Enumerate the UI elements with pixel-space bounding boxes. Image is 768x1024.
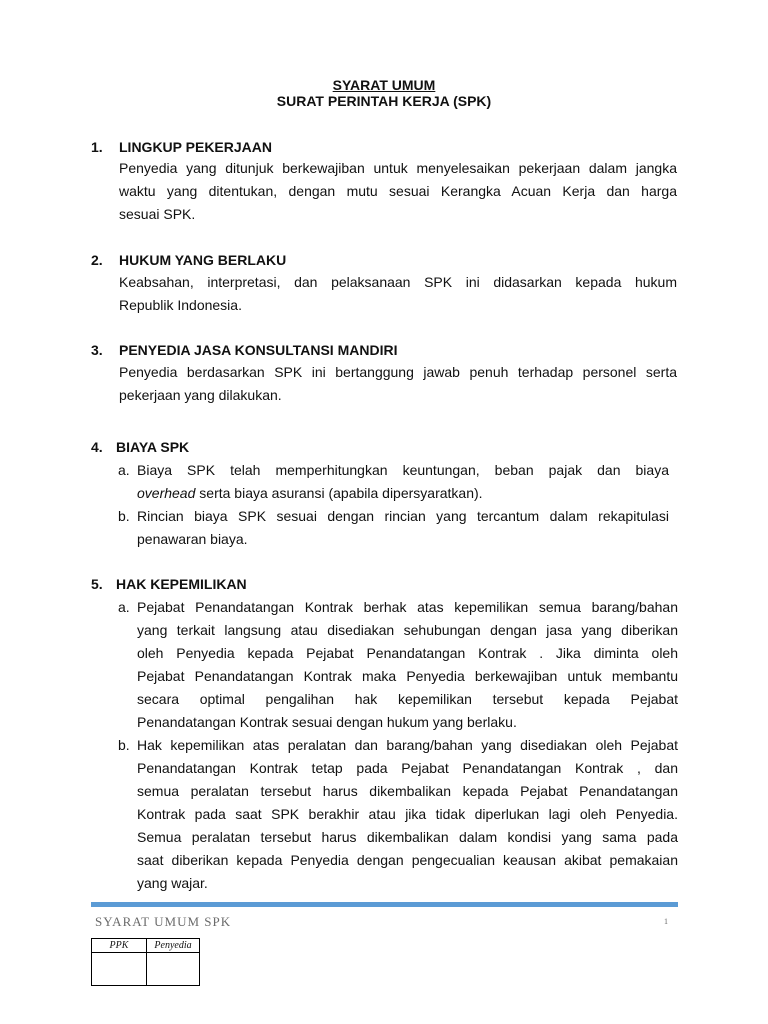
doc-subtitle: SURAT PERINTAH KERJA (SPK) — [276, 93, 492, 109]
item-line: Penandatangan Kontrak sesuai dengan hukum yang berlaku. — [137, 714, 517, 730]
section-number: 5. — [91, 576, 103, 592]
item-line: oleh Penyedia kepada Pejabat Penandatangan Kontrak . Jika diminta oleh — [137, 645, 678, 661]
item-line: Semua peralatan tersebut harus dikembalikan dalam kondisi yang sama pada — [137, 829, 678, 845]
section-title: HAK KEPEMILIKAN — [116, 576, 247, 592]
section-4-item-b — [118, 505, 678, 551]
page-number: 1 — [664, 917, 668, 926]
section-title: LINGKUP PEKERJAAN — [119, 139, 272, 155]
item-line: yang wajar. — [137, 875, 208, 891]
body-line: Republik Indonesia. — [119, 296, 242, 313]
footer-title: SYARAT UMUM SPK — [95, 914, 232, 929]
item-italic-term: overhead — [137, 485, 196, 501]
section-number: 4. — [91, 439, 103, 455]
item-marker: a. — [118, 462, 130, 478]
section-4-heading — [91, 438, 189, 456]
item-line — [118, 482, 678, 505]
section-number: 1. — [91, 139, 103, 155]
item-line — [118, 459, 678, 482]
item-marker: b. — [118, 508, 130, 524]
body-line: waktu yang ditentukan, dengan mutu sesuai Kerangka Acuan Kerja dan harga — [119, 182, 677, 199]
section-2-body — [119, 271, 677, 317]
sign-box-ppk — [92, 953, 147, 986]
section-title: PENYEDIA JASA KONSULTANSI MANDIRI — [119, 342, 398, 358]
section-number: 3. — [91, 342, 103, 358]
item-line: penawaran biaya. — [137, 531, 248, 547]
item-line — [118, 734, 678, 757]
section-title: BIAYA SPK — [116, 439, 190, 455]
body-line: pekerjaan yang dilakukan. — [119, 386, 282, 403]
sign-header-ppk: PPK — [92, 939, 147, 953]
body-line: Penyedia yang ditunjuk berkewajiban untuk menyelesaikan pekerjaan dalam jangka — [119, 160, 677, 176]
item-line — [118, 505, 678, 528]
item-line: secara optimal pengalihan hak kepemilikan tersebut kepada Pejabat — [137, 691, 678, 707]
section-5-item-a — [118, 596, 678, 734]
section-1-heading — [91, 138, 272, 156]
sign-header-penyedia: Penyedia — [147, 939, 200, 953]
section-number: 2. — [91, 252, 103, 268]
item-line: semua peralatan tersebut harus dikembalikan kepada Pejabat Penandatangan — [137, 783, 678, 799]
section-title: HUKUM YANG BERLAKU — [119, 252, 287, 268]
item-text: Hak kepemilikan atas peralatan dan barang/bahan yang disediakan oleh Pejabat — [137, 737, 678, 753]
item-text: serta biaya asuransi (apabila dipersyaratkan). — [195, 485, 483, 501]
section-5-heading — [91, 575, 247, 593]
signature-table — [91, 938, 200, 986]
footer-divider — [91, 902, 678, 907]
item-text: Biaya SPK telah memperhitungkan keuntungan, beban pajak dan biaya — [137, 462, 669, 478]
item-line: saat diberikan kepada Penyedia dengan pengecualian keausan akibat pemakaian — [137, 852, 678, 868]
item-marker: a. — [118, 599, 130, 615]
item-line: Penandatangan Kontrak tetap pada Pejabat Penandatangan Kontrak , dan — [137, 760, 678, 776]
item-line: yang terkait langsung atau disediakan sehubungan dengan jasa yang diberikan — [137, 622, 678, 638]
section-2-heading — [91, 251, 286, 269]
sign-box-penyedia — [147, 953, 200, 986]
section-3-heading — [91, 341, 397, 359]
item-text: Rincian biaya SPK sesuai dengan rincian yang tercantum dalam rekapitulasi — [137, 508, 669, 524]
body-line: Penyedia berdasarkan SPK ini bertanggung jawab penuh terhadap personel serta — [119, 364, 677, 380]
item-line: Kontrak pada saat SPK berakhir atau jika tidak diperlukan lagi oleh Penyedia. — [137, 806, 678, 822]
item-marker: b. — [118, 737, 130, 753]
body-line: Keabsahan, interpretasi, dan pelaksanaan SPK ini didasarkan kepada hukum — [119, 274, 677, 290]
doc-title: SYARAT UMUM — [332, 77, 436, 93]
item-line — [118, 596, 678, 619]
section-5-item-b — [118, 734, 678, 895]
section-3-body — [119, 361, 677, 407]
section-4-item-a — [118, 459, 678, 505]
item-text: Pejabat Penandatangan Kontrak berhak atas kepemilikan semua barang/bahan — [137, 599, 678, 615]
body-line: sesuai SPK. — [119, 205, 196, 222]
section-1-body — [119, 157, 677, 225]
item-line: Pejabat Penandatangan Kontrak maka Penyedia berkewajiban untuk membantu — [137, 668, 678, 684]
